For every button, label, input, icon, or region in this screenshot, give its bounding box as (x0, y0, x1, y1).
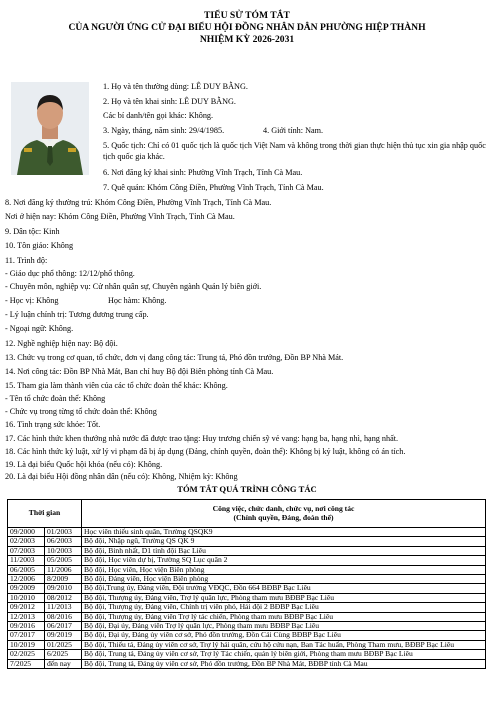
bio-line-11c-title: Học hàm: Không. (108, 296, 167, 305)
bio-line-11e: - Ngoại ngữ: Không. (5, 324, 74, 333)
work-description: Bộ đội, Thượng úy, Đảng viên, Trợ lý quân lực, Phòng tham mưu BĐBP Bạc Liêu (82, 593, 486, 602)
col-header-description-line2: (Chính quyền, Đảng, đoàn thể) (233, 512, 334, 522)
work-description: Bộ đội, Thiếu tá, Đảng ủy viên cơ sở, Trợ lý hải quân, cứu hộ cứu nạn, Ban Tác huấn, Phòng Tham mưu, BĐBP Bạc Liêu (82, 640, 486, 649)
table-row (8, 631, 486, 640)
bio-line-11d: - Lý luận chính trị: Tương đương trung cấp. (5, 310, 149, 319)
bio-line-5: 5. Quốc tịch: Chỉ có 01 quốc tịch là quốc tịch Việt Nam và không trong thời gian thực hiện thủ tục xin gia nhập quốc tịch quốc gia khác. (103, 141, 486, 161)
bio-line-18: 18. Các hình thức kỷ luật, xử lý vi phạm đã bị áp dụng (Đảng, chính quyền, đoàn thể): Không bị kỷ luật, không có án tích. (5, 447, 406, 456)
bio-line-8: 8. Nơi đăng ký thường trú: Khóm Công Điền, Phường Vĩnh Trạch, Tỉnh Cà Mau. (5, 198, 272, 207)
bio-line-15b: - Chức vụ trong từng tổ chức đoàn thể: Không (5, 407, 157, 416)
col-header-description-line1: Công việc, chức danh, chức vụ, nơi công tác (212, 504, 355, 514)
period-start: 09/2009 (8, 584, 45, 593)
period-start: 12/2006 (8, 575, 45, 584)
work-description: Bộ đội,Trung úy, Đảng viên, Đội trưởng VĐQC, Đồn 664 BĐBP Bạc Liêu (82, 584, 486, 593)
bio-line-12: 12. Nghề nghiệp hiện nay: Bộ đội. (5, 339, 118, 348)
document-header (0, 10, 494, 46)
bio-line-2: 2. Họ và tên khai sinh: LÊ DUY BẰNG. (103, 97, 236, 106)
col-header-description (82, 500, 486, 528)
work-description: Học viên thiếu sinh quân, Trường QSQK9 (82, 528, 486, 537)
period-start: 10/2010 (8, 593, 45, 602)
bio-line-11a: - Giáo dục phổ thông: 12/12/phổ thông. (5, 269, 135, 278)
period-end: 11/2013 (45, 603, 82, 612)
bio-line-19: 19. Là đại biểu Quốc hội khóa (nếu có): Không. (5, 460, 163, 469)
period-end: 01/2025 (45, 640, 82, 649)
bio-line-2b: Các bí danh/tên gọi khác: Không. (103, 111, 214, 120)
period-start: 09/2000 (8, 528, 45, 537)
table-row (8, 603, 486, 612)
period-end: đến nay (45, 659, 82, 668)
period-end: 6/2025 (45, 650, 82, 659)
table-row (8, 537, 486, 546)
bio-line-13: 13. Chức vụ trong cơ quan, tổ chức, đơn vị đang công tác: Trung tá, Phó đồn trưởng, Đồn BP Nhà Mát. (5, 353, 344, 362)
period-start: 06/2005 (8, 565, 45, 574)
bio-line-11: 11. Trình độ: (5, 256, 48, 265)
work-description: Bộ đội, Học viên dự bị, Trường SQ Lục quân 2 (82, 556, 486, 565)
header-title: TIỂU SỬ TÓM TẮT (204, 10, 290, 21)
work-description: Bộ đội, Nhập ngũ, Trường QS QK 9 (82, 537, 486, 546)
bio-line-15: 15. Tham gia làm thành viên của các tổ chức đoàn thể khác: Không. (5, 381, 228, 390)
table-row (8, 575, 486, 584)
table-row (8, 593, 486, 602)
portrait-photo (11, 82, 89, 175)
bio-line-7: 7. Quê quán: Khóm Công Điền, Phường Vĩnh Trạch, Tỉnh Cà Mau. (103, 183, 324, 192)
table-row (8, 622, 486, 631)
header-term: NHIỆM KỲ 2026-2031 (199, 34, 295, 45)
bio-line-15a: - Tên tổ chức đoàn thể: Không (5, 394, 106, 403)
table-row (8, 659, 486, 668)
bio-line-20: 20. Là đại biểu Hội đồng nhân dân (nếu có): Không, Nhiệm kỳ: Không (5, 472, 238, 481)
period-end: 06/2017 (45, 622, 82, 631)
bio-line-10: 10. Tôn giáo: Không (5, 241, 74, 250)
bio-line-6: 6. Nơi đăng ký khai sinh: Phường Vĩnh Trạch, Tỉnh Cà Mau. (103, 168, 303, 177)
period-end: 8/2009 (45, 575, 82, 584)
table-row (8, 612, 486, 621)
table-row (8, 546, 486, 555)
bio-line-11c-degree: - Học vị: Không (5, 296, 59, 305)
bio-line-11b: - Chuyên môn, nghiệp vụ: Cử nhân quân sự, Chuyên ngành Quản lý biên giới. (5, 282, 262, 291)
header-subtitle: CỦA NGƯỜI ỨNG CỬ ĐẠI BIỂU HỘI ĐỒNG NHÂN DÂN PHƯỜNG HIỆP THÀNH (68, 22, 426, 33)
period-start: 7/2025 (8, 659, 45, 668)
work-description: Bộ đội, Đại úy, Đảng ủy viên cơ sở, Phó đồn trưởng, Đồn Cái Cùng BĐBP Bạc Liêu (82, 631, 486, 640)
work-description: Bộ đội, Binh nhất, D1 tỉnh đội Bạc Liêu (82, 546, 486, 555)
period-end: 11/2006 (45, 565, 82, 574)
work-description: Bộ đội, Học viên, Học viện Biên phòng (82, 565, 486, 574)
bio-line-3: 3. Ngày, tháng, năm sinh: 29/4/1985. (103, 126, 225, 135)
table-row (8, 565, 486, 574)
col-header-time: Thời gian (8, 500, 82, 528)
bio-line-17: 17. Các hình thức khen thưởng nhà nước đã được trao tặng: Huy trương chiến sỹ vẻ vang: hạng ba, hạng nhì, hạng nhất. (5, 434, 399, 443)
work-description: Bộ đội, Đảng viên, Học viện Biên phòng (82, 575, 486, 584)
table-row (8, 556, 486, 565)
period-start: 07/2017 (8, 631, 45, 640)
period-end: 08/2016 (45, 612, 82, 621)
period-end: 09/2010 (45, 584, 82, 593)
work-description: Bộ đội, Đại úy, Đảng viên Trợ lý quân lực, Phòng tham mưu BĐBP Bạc Liêu (82, 622, 486, 631)
work-description: Bộ đội, Thượng úy, Đảng viên Trợ lý tác chiến, Phòng tham mưu BĐBP Bạc Liêu (82, 612, 486, 621)
bio-line-8b: Nơi ở hiện nay: Khóm Công Điền, Phường Vĩnh Trạch, Tỉnh Cà Mau. (5, 212, 235, 221)
work-history-table (7, 499, 486, 669)
period-end: 08/2012 (45, 593, 82, 602)
period-start: 02/2025 (8, 650, 45, 659)
period-start: 09/2016 (8, 622, 45, 631)
period-start: 11/2003 (8, 556, 45, 565)
period-start: 12/2013 (8, 612, 45, 621)
table-row (8, 584, 486, 593)
work-description: Bộ đội, Thượng úy, Đảng viên, Chính trị viên phó, Hải đội 2 BĐBP Bạc Liêu (82, 603, 486, 612)
bio-line-4: 4. Giới tính: Nam. (263, 126, 324, 135)
period-end: 10/2003 (45, 546, 82, 555)
period-end: 09/2019 (45, 631, 82, 640)
period-start: 07/2003 (8, 546, 45, 555)
bio-line-16: 16. Tình trạng sức khỏe: Tốt. (5, 420, 101, 429)
work-history-body (8, 528, 486, 669)
period-start: 02/2003 (8, 537, 45, 546)
work-history-title: TÓM TẮT QUÁ TRÌNH CÔNG TÁC (177, 484, 317, 494)
table-row (8, 650, 486, 659)
bio-line-9: 9. Dân tộc: Kinh (5, 227, 60, 236)
portrait-photo-icon (11, 82, 89, 175)
work-description: Bộ đội, Trung tá, Đảng ủy viên cơ sở, Trợ lý Tác chiến, quản lý biên giới, Phòng tham mưu BĐBP Bạc Liêu (82, 650, 486, 659)
period-start: 09/2012 (8, 603, 45, 612)
period-end: 06/2003 (45, 537, 82, 546)
bio-line-1: 1. Họ và tên thường dùng: LÊ DUY BẰNG. (103, 82, 248, 91)
period-end: 05/2005 (45, 556, 82, 565)
table-row (8, 640, 486, 649)
period-start: 10/2019 (8, 640, 45, 649)
period-end: 01/2003 (45, 528, 82, 537)
bio-line-14: 14. Nơi công tác: Đồn BP Nhà Mát, Ban chỉ huy Bộ đội Biên phòng tỉnh Cà Mau. (5, 367, 274, 376)
work-description: Bộ đội, Trung tá, Đảng ủy viên cơ sở, Phó đồn trưởng, Đồn BP Nhà Mát, BĐBP tỉnh Cà Mau (82, 659, 486, 668)
table-row (8, 528, 486, 537)
